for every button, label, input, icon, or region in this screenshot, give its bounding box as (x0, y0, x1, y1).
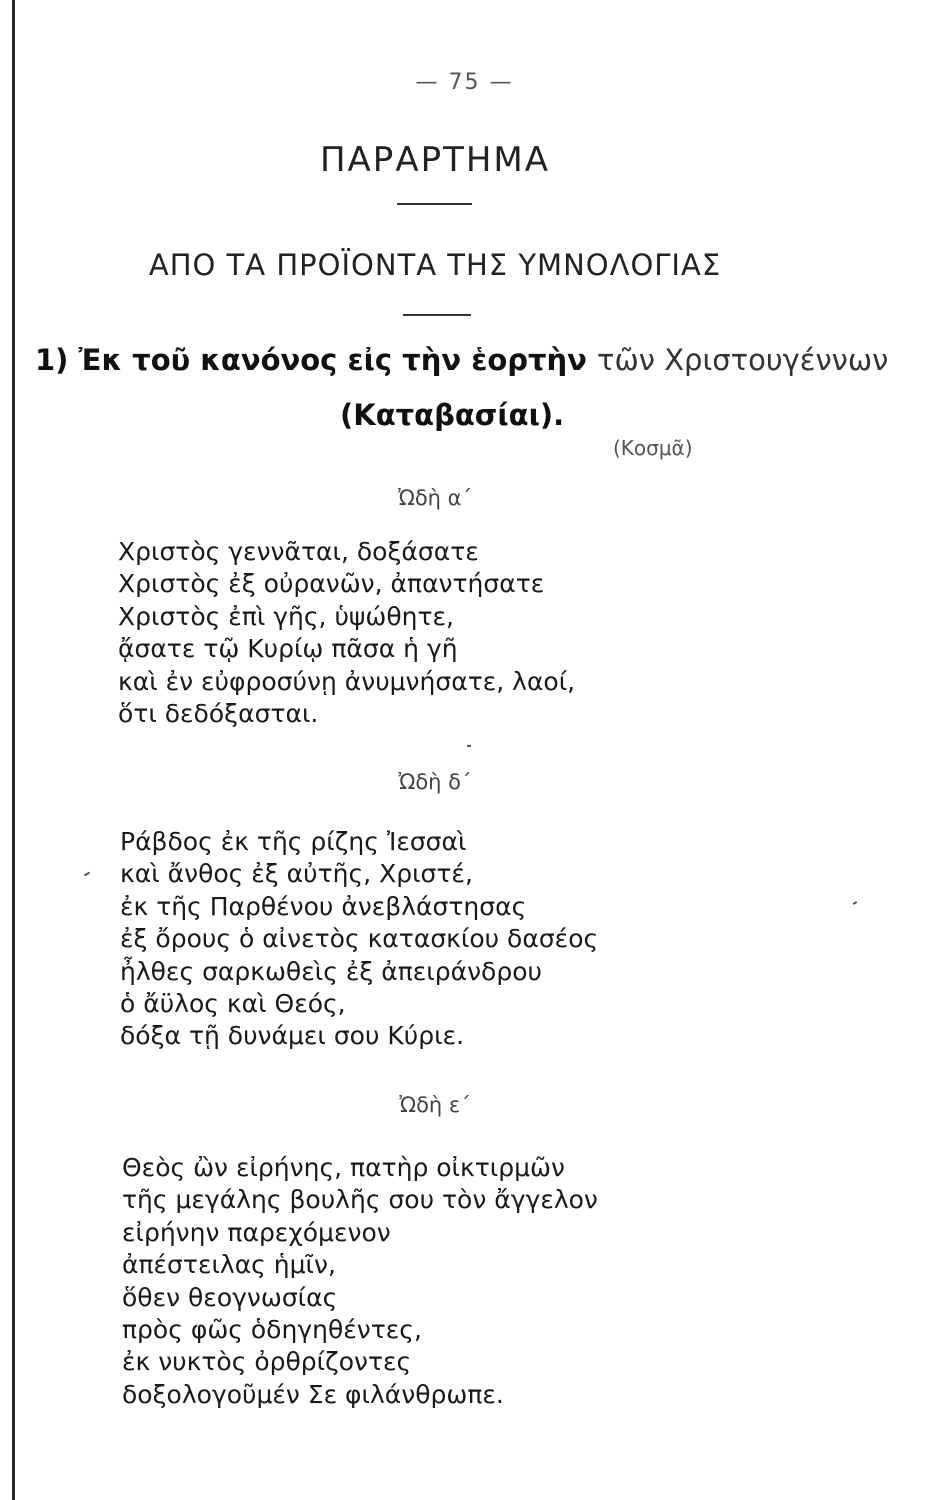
verse-line: Θεὸς ὢν εἰρήνης, πατὴρ οἰκτιρμῶν (122, 1153, 565, 1182)
verse-line: ἐκ νυκτὸς ὀρθρίζοντες (122, 1347, 412, 1377)
verse-line: ἐκ τῆς Παρθένου ἀνεβλάστησας (120, 891, 527, 921)
verse-line: καὶ ἐν εὐφροσύνῃ ἀνυμνήσατε, λαοί, (118, 666, 576, 696)
page-number: — 75 — (415, 70, 514, 95)
verse-line: ἐξ ὄρους ὁ αἰνετὸς κατασκίου δασέος (120, 924, 599, 954)
ode-label: Ὠδὴ ε΄ (399, 1093, 471, 1117)
verse-line: ᾄσατε τῷ Κυρίῳ πᾶσα ἡ γῆ (118, 634, 458, 664)
section-subheading: (Καταβασίαι). (340, 398, 565, 432)
page-title: ΠΑΡΑΡΤΗΜΑ (319, 140, 551, 180)
ode-verse (122, 1152, 598, 1411)
section-heading (35, 343, 888, 377)
verse-line: Ράβδος ἐκ τῆς ρίζης Ἰεσσαὶ (120, 827, 467, 856)
scan-speck (467, 745, 471, 747)
section-heading-tail: τῶν Χριστουγέννων (597, 343, 889, 377)
scan-speck (84, 872, 90, 877)
verse-line: ἦλθες σαρκωθεὶς ἐξ ἀπειράνδρου (120, 956, 542, 986)
verse-line: Χριστὸς γεννᾶται, δοξάσατε (118, 537, 479, 566)
verse-line: ὅθεν θεογνωσίας (122, 1282, 338, 1312)
ode-label: Ὠδὴ δ΄ (398, 770, 472, 794)
verse-line: τῆς μεγάλης βουλῆς σου τὸν ἄγγελον (122, 1185, 598, 1215)
verse-line: δόξα τῇ δυνάμει σου Κύριε. (120, 1021, 465, 1051)
section-heading-main: 1) Ἐκ τοῦ κανόνος εἰς τὴν ἑορτὴν (35, 343, 587, 377)
ode-verse (118, 536, 575, 730)
verse-line: πρὸς φῶς ὁδηγηθέντες, (122, 1314, 422, 1344)
verse-line: δοξολογοῦμέν Σε φιλάνθρωπε. (122, 1379, 504, 1409)
verse-line: εἰρήνην παρεχόμενον (122, 1217, 391, 1247)
verse-line: Χριστὸς ἐπὶ γῆς, ὑψώθητε, (118, 601, 454, 631)
verse-line: ὅτι δεδόξασται. (118, 698, 319, 728)
subtitle-divider (403, 314, 471, 316)
title-divider (397, 203, 472, 205)
page-edge-rule (12, 0, 15, 1500)
ode-label: Ὠδὴ α΄ (397, 486, 473, 510)
page-subtitle: ΑΠΟ ΤΑ ΠΡΟΪΟΝΤΑ ΤΗΣ ΥΜΝΟΛΟΓΙΑΣ (148, 248, 722, 282)
ode-verse (120, 826, 598, 1053)
verse-line: ἀπέστειλας ἡμῖν, (122, 1250, 336, 1280)
author-attribution: (Κοσμᾶ) (613, 436, 693, 460)
verse-line: ὁ ἄϋλος καὶ Θεός, (120, 988, 346, 1018)
verse-line: καὶ ἄνθος ἐξ αὐτῆς, Χριστέ, (120, 859, 473, 889)
scan-speck (853, 901, 857, 905)
verse-line: Χριστὸς ἐξ οὐρανῶν, ἀπαντήσατε (118, 569, 545, 599)
